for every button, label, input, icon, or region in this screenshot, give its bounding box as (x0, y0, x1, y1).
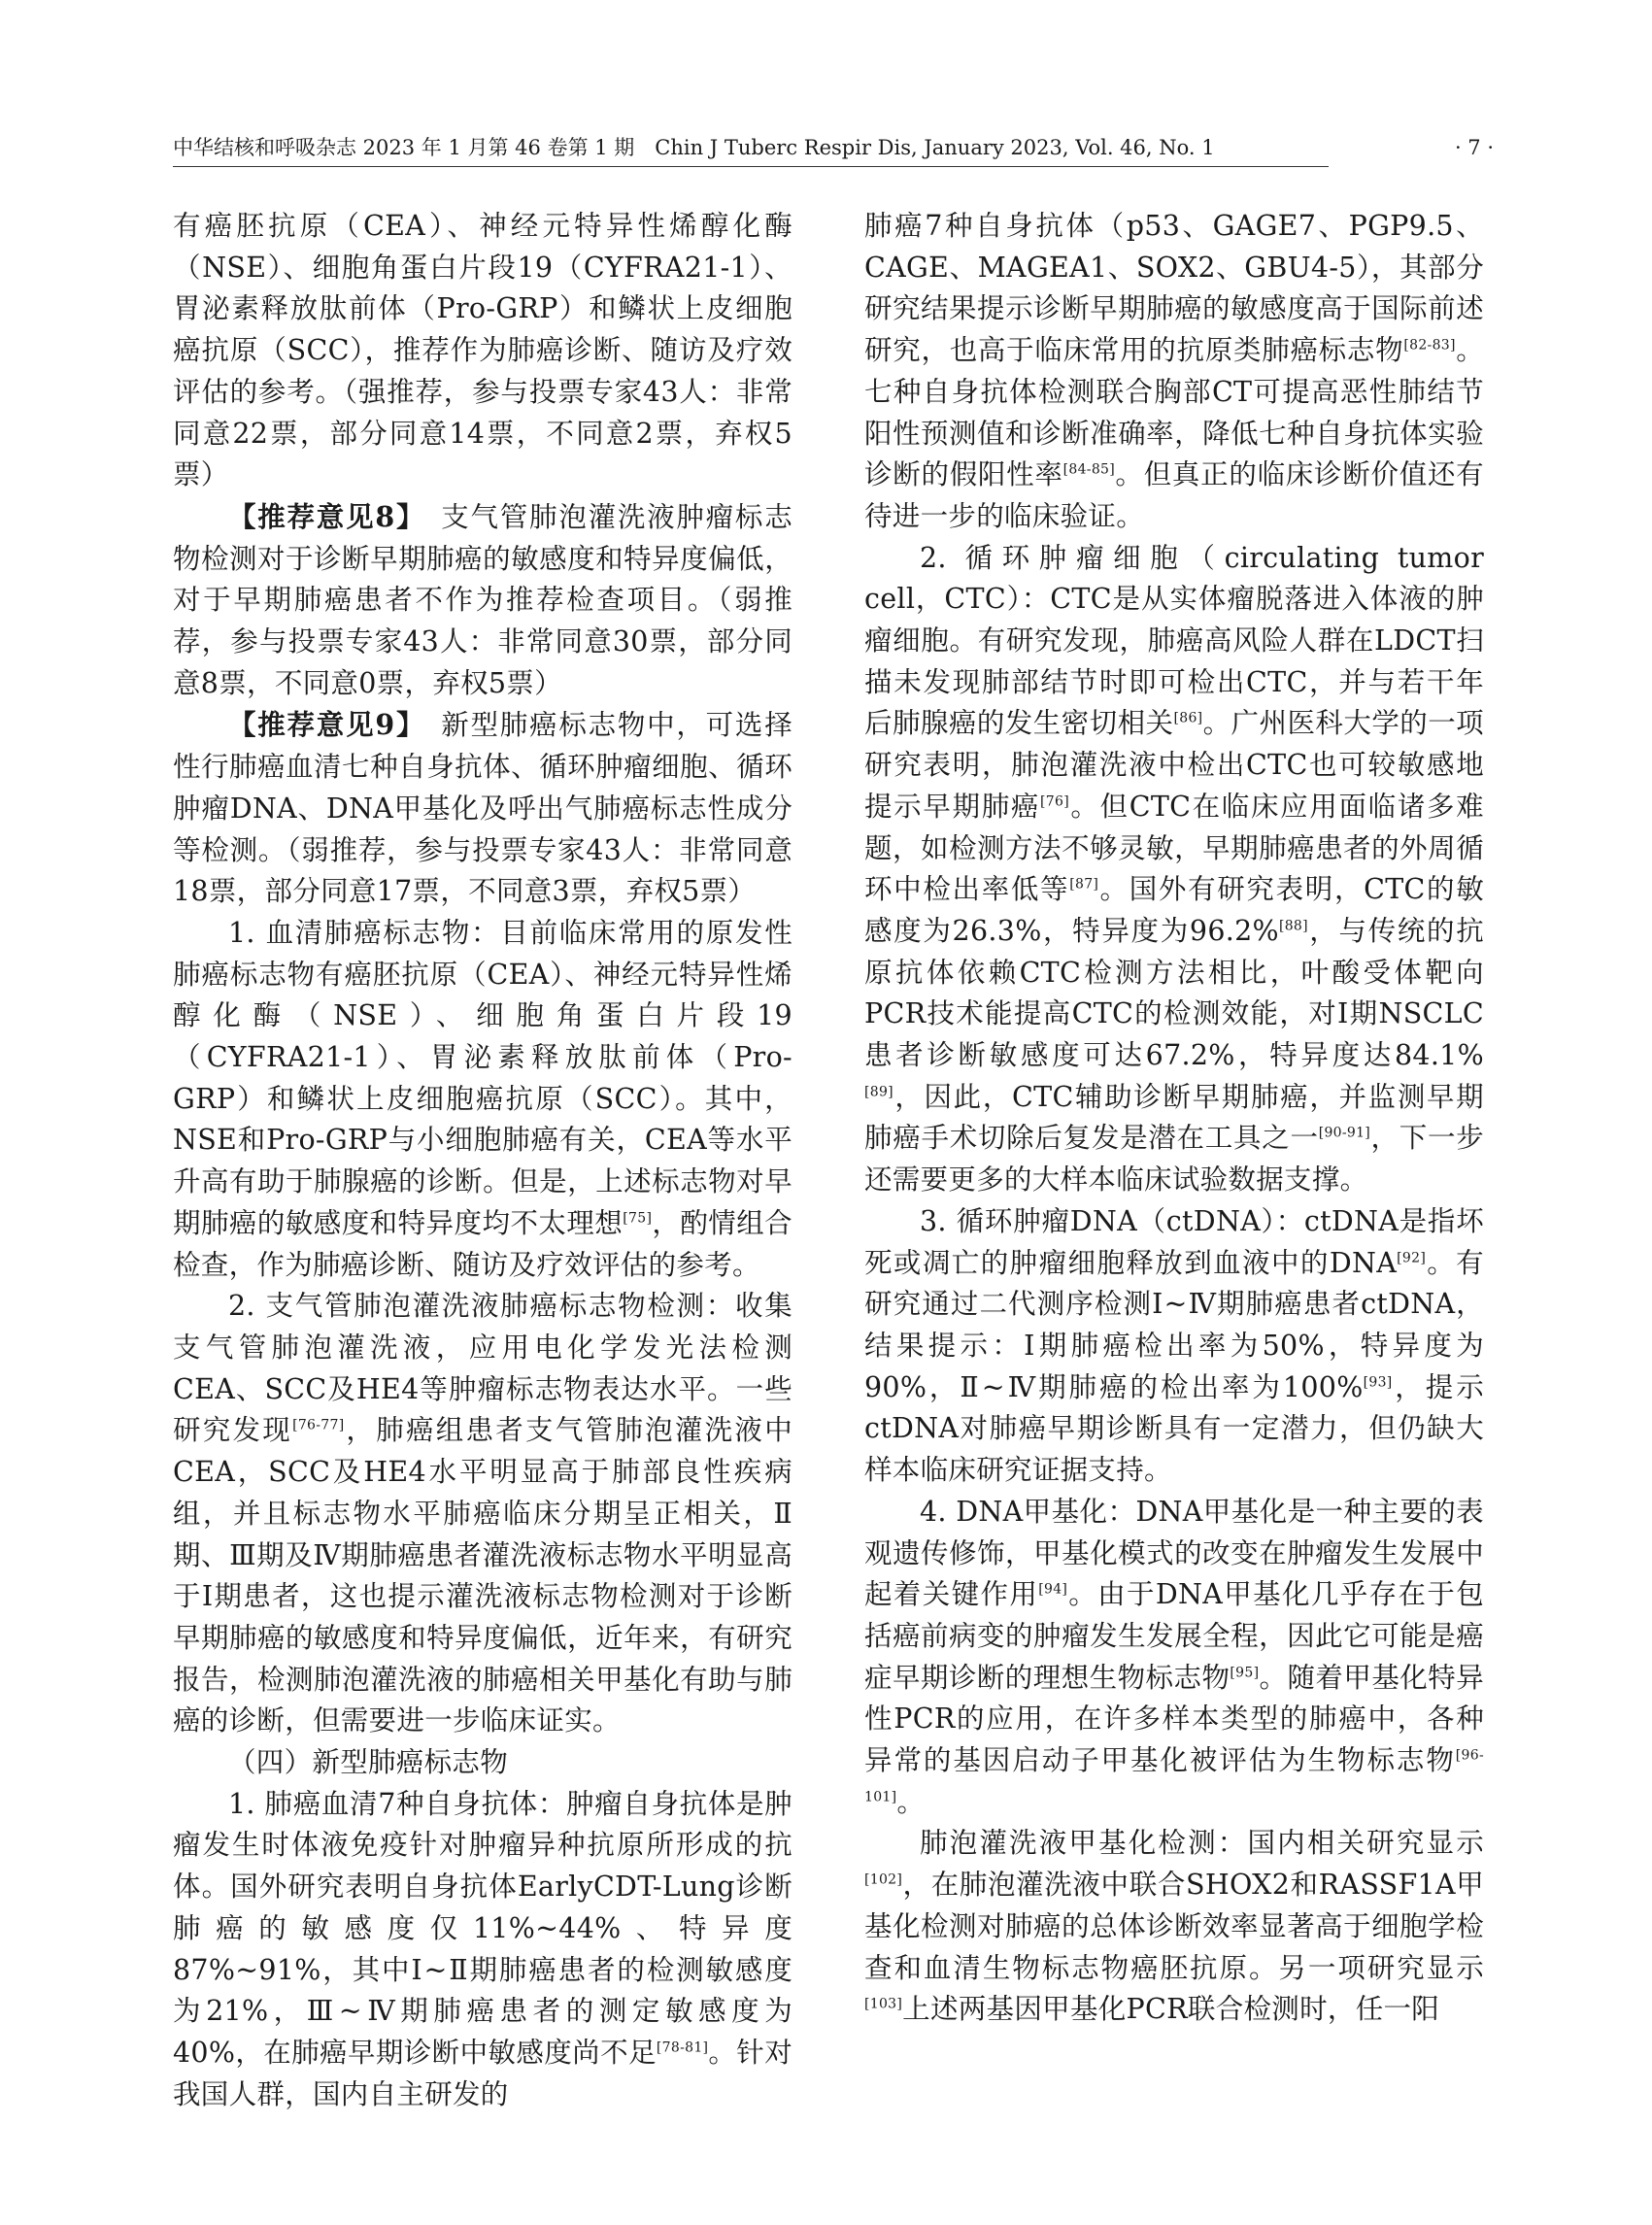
section-balf-markers: 2. 支气管肺泡灌洗液肺癌标志物检测：收集支气管肺泡灌洗液，应用电化学发光法检测CEA、SCC及HE4等肿瘤标志物表达水平。一些研究发现[76-77]，肺癌组患者支气管肺泡灌洗液中CEA，SCC及HE4水平明显高于肺部良性疾病组，并且标志物水平肺癌临床分期呈正相关，Ⅱ期、Ⅲ期及Ⅳ期肺癌患者灌洗液标志物水平明显高于Ⅰ期患者，这也提示灌洗液标志物检测对于诊断早期肺癌的敏感度和特异度偏低，近年来，有研究报告，检测肺泡灌洗液的肺癌相关甲基化有助与肺癌的诊断，但需要进一步临床证实。 (173, 1290, 793, 1737)
journal-citation: 中华结核和呼吸杂志 2023 年 1 月第 46 卷第 1 期 Chin J Tuberc Respir Dis, January 2023, Vol. 46, No. 1 (173, 136, 1215, 159)
left-column (173, 206, 792, 2115)
citation: [78-81] (656, 2040, 709, 2056)
citation: [93] (1363, 1374, 1393, 1391)
citation: [96-101] (864, 1747, 1484, 1805)
citation: [75] (623, 1210, 653, 1227)
recommendation-9-label: 【推荐意见9】 (228, 708, 412, 742)
section-heading-new-markers: （四）新型肺癌标志物 (228, 1746, 509, 1779)
citation: [102] (864, 1871, 903, 1888)
citation: [90-91] (1318, 1125, 1371, 1141)
section-ctdna: 3. 循环肿瘤DNA（ctDNA）：ctDNA是指坏死或凋亡的肿瘤细胞释放到血液中的DNA[92]。有研究通过二代测序检测Ⅰ~Ⅳ期肺癌患者ctDNA，结果提示：Ⅰ期肺癌检出率为50%，特异度为90%，Ⅱ~Ⅳ期肺癌的检出率为100%[93]，提示ctDNA对肺癌早期诊断具有一定潜力，但仍缺大样本临床研究证据支持。 (864, 1204, 1485, 1487)
running-header (173, 133, 1494, 166)
header-rule (173, 166, 1329, 167)
right-column (864, 206, 1484, 2031)
paragraph-autoantibodies-cont: 肺癌7种自身抗体（p53、GAGE7、PGP9.5、CAGE、MAGEA1、SOX2、GBU4-5），其部分研究结果提示诊断早期肺癌的敏感度高于国际前述研究，也高于临床常用的抗原类肺癌标志物[82-83]。七种自身抗体检测联合胸部CT可提高恶性肺结节阳性预测值和诊断准确率，降低七种自身抗体实验诊断的假阳性率[84-85]。但真正的临床诊断价值还有待进一步的临床验证。 (864, 210, 1484, 532)
recommendation-8 (173, 496, 792, 705)
page-number: · 7 · (1454, 136, 1494, 159)
citation: [82-83] (1403, 337, 1456, 354)
citation: [76] (1040, 793, 1069, 810)
citation: [103] (864, 1996, 903, 2012)
recommendation-8-text: 支气管肺泡灌洗液肿瘤标志物检测对于诊断早期肺癌的敏感度和特异度偏低，对于早期肺癌患者不作为推荐检查项目。（弱推荐，参与投票专家43人：非常同意30票，部分同意8票，不同意0票，弃权5票） (173, 500, 792, 699)
citation: [94] (1038, 1581, 1068, 1598)
citation: [89] (864, 1084, 893, 1100)
section-ctc: 2. 循环肿瘤细胞（circulating tumor cell，CTC）：CTC是从实体瘤脱落进入体液的肿瘤细胞。有研究发现，肺癌高风险人群在LDCT扫描未发现肺部结节时即可检出CTC，并与若干年后肺腺癌的发生密切相关[86]。广州医科大学的一项研究表明，肺泡灌洗液中检出CTC也可较敏感地提示早期肺癌[76]。但CTC在临床应用面临诸多难题，如检测方法不够灵敏，早期肺癌患者的外周循环中检出率低等[87]。国外有研究表明，CTC的敏感度为26.3%，特异度为96.2%[88]，与传统的抗原抗体依赖CTC检测方法相比，叶酸受体靶向PCR技术能提高CTC的检测效能，对Ⅰ期NSCLC患者诊断敏感度可达67.2%，特异度达84.1%[89]，因此，CTC辅助诊断早期肺癌，并监测早期肺癌手术切除后复发是潜在工具之一[90-91]，下一步还需要更多的大样本临床试验数据支撑。 (864, 541, 1485, 1197)
section-balf-methylation: 肺泡灌洗液甲基化检测：国内相关研究显示[102]，在肺泡灌洗液中联合SHOX2和RASSF1A甲基化检测对肺癌的总体诊断效率显著高于细胞学检查和血清生物标志物癌胚抗原。另一项研究显示[103]上述两基因甲基化PCR联合检测时，任一阳 (864, 1827, 1484, 2026)
recommendation-9-text: 新型肺癌标志物中，可选择性行肺癌血清七种自身抗体、循环肿瘤细胞、循环肿瘤DNA、DNA甲基化及呼出气肺癌标志性成分等检测。（弱推荐，参与投票专家43人：非常同意18票，部分同意17票，不同意3票，弃权5票） (173, 709, 792, 908)
recommendation-9 (173, 704, 792, 913)
citation: [76-77] (292, 1417, 345, 1433)
section-dna-methylation: 4. DNA甲基化：DNA甲基化是一种主要的表观遗传修饰，甲基化模式的改变在肿瘤发生发展中起着关键作用[94]。由于DNA甲基化几乎存在于包括癌前病变的肿瘤发生发展全程，因此它可能是癌症早期诊断的理想生物标志物[95]。随着甲基化特异性PCR的应用，在许多样本类型的肺癌中，各种异常的基因启动子甲基化被评估为生物标志物[96-101]。 (864, 1495, 1484, 1818)
recommendation-8-label: 【推荐意见8】 (228, 499, 412, 533)
citation: [92] (1397, 1250, 1427, 1266)
citation: [84-85] (1062, 461, 1115, 478)
citation: [87] (1069, 876, 1099, 893)
section-serum-markers: 1. 血清肺癌标志物：目前临床常用的原发性肺癌标志物有癌胚抗原（CEA）、神经元特异性烯醇化酶（NSE）、细胞角蛋白片段19（CYFRA21-1）、胃泌素释放肽前体（Pro-GRP）和鳞状上皮细胞癌抗原（SCC）。其中，NSE和Pro-GRP与小细胞肺癌有关，CEA等水平升高有助于肺腺癌的诊断。但是，上述标志物对早期肺癌的敏感度和特异度均不太理想[75]，酌情组合检查，作为肺癌诊断、随访及疗效评估的参考。 (173, 916, 792, 1281)
citation: [88] (1278, 918, 1308, 934)
citation: [86] (1173, 710, 1203, 726)
citation: [95] (1230, 1665, 1260, 1681)
paragraph-tumor-markers-list: 有癌胚抗原（CEA）、神经元特异性烯醇化酶（NSE）、细胞角蛋白片段19（CYFRA21-1）、胃泌素释放肽前体（Pro-GRP）和鳞状上皮细胞癌抗原（SCC），推荐作为肺癌诊断、随访及疗效评估的参考。（强推荐，参与投票专家43人：非常同意22票，部分同意14票，不同意2票，弃权5票） (173, 210, 792, 491)
section-autoantibodies: 1. 肺癌血清7种自身抗体：肿瘤自身抗体是肿瘤发生时体液免疫针对肿瘤异种抗原所形成的抗体。国外研究表明自身抗体EarlyCDT-Lung诊断肺癌的敏感度仅11%~44%、特异度87%~91%，其中Ⅰ~Ⅱ期肺癌患者的检测敏感度为21%，Ⅲ~Ⅳ期肺癌患者的测定敏感度为40%，在肺癌早期诊断中敏感度尚不足[78-81]。针对我国人群，国内自主研发的 (173, 1787, 793, 2110)
